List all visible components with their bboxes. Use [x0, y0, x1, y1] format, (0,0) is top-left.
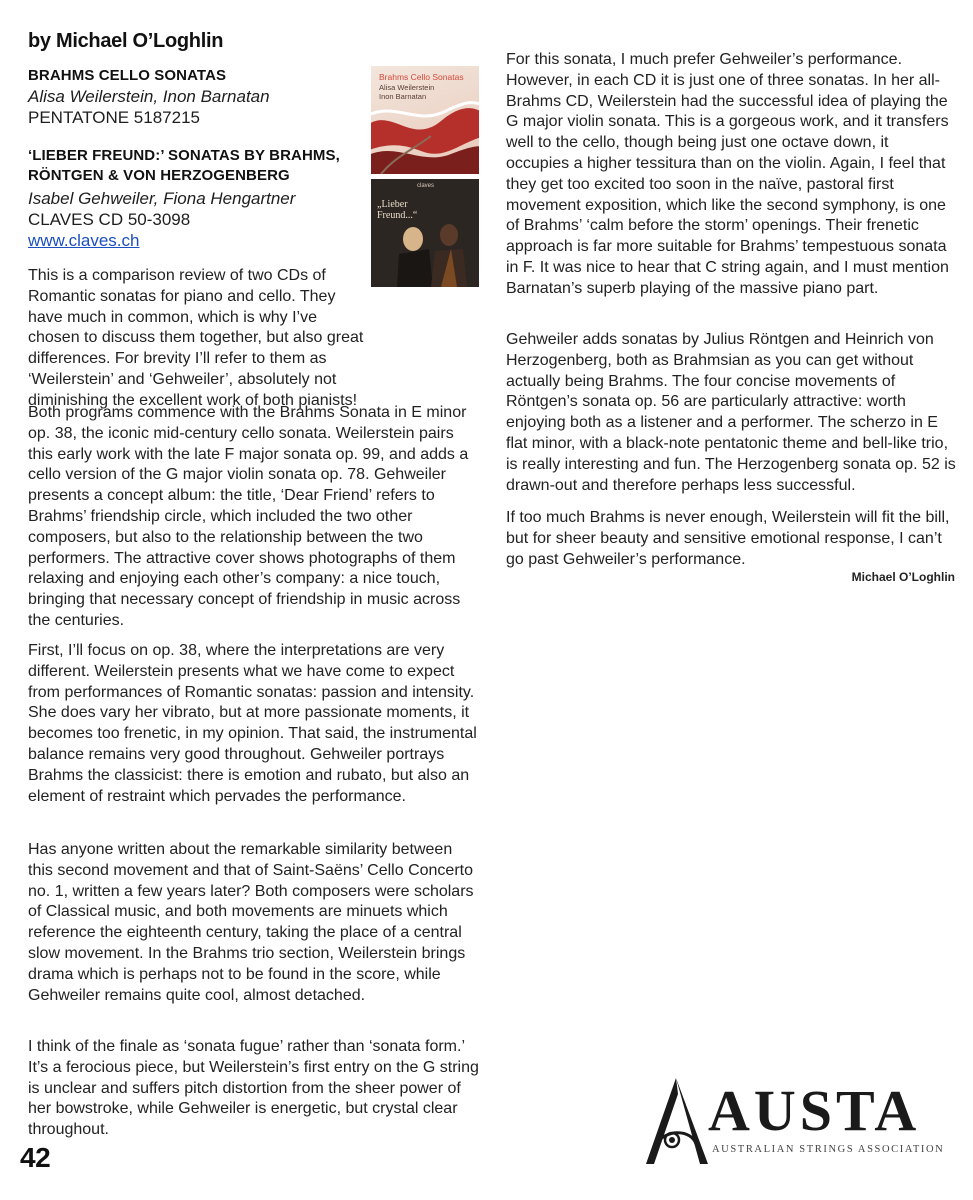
page-number: 42 [20, 1142, 51, 1173]
review-label: PENTATONE 5187215 [28, 108, 200, 127]
logo-tagline: AUSTRALIAN STRINGS ASSOCIATION [712, 1144, 945, 1155]
logo-brand: AUSTA [708, 1078, 921, 1143]
byline: by Michael O’Loghlin [28, 30, 224, 52]
review-artists: Alisa Weilerstein, Inon Barnatan [28, 87, 270, 106]
cover1-artists [379, 83, 434, 101]
review-title: BRAHMS CELLO SONATAS [28, 67, 227, 84]
author-signoff: Michael O’Loghlin [851, 570, 955, 584]
claves-website-link[interactable]: www.claves.ch [28, 231, 140, 250]
body-paragraph: First, I’ll focus on op. 38, where the interpretations are very different. Weilerstein presents what we have come to expect from performances of Romantic sonatas: passion and intensity. She does vary her vibrato, but at more passionate moments, it becomes too frenetic, in my opinion. That said, the instrumental balance remains very good throughout. Gehweiler portrays Brahms the classicist: there is emotion and rubato, but also an element of restraint which pervades the performance. [28, 642, 477, 805]
body-paragraph: I think of the finale as ‘sonata fugue’ rather than ‘sonata form.’ It’s a ferocious piece, but Weilerstein’s first entry on the G string is unclear and suffers pitch distortion from the sheer power of her bowstroke, while Gehweiler is energetic, but crystal clear throughout. [28, 1038, 479, 1139]
body-paragraph: This is a comparison review of two CDs of Romantic sonatas for piano and cello. They have much in common, which is why I’ve chosen to discuss them together, but also great differences. For brevity I’ll refer to them as ‘Weilerstein’ and ‘Gehweiler’, absolutely not diminishing the excellent work of both pianists! [28, 267, 364, 409]
cover1-title: Brahms Cello Sonatas [379, 72, 464, 82]
body-paragraph: For this sonata, I much prefer Gehweiler’s performance. However, in each CD it is just one of three sonatas. In her all-Brahms CD, Weilerstein had the successful idea of playing the G major violin sonata. This is a gorgeous work, and it transfers well to the cello, though being just one octave down, it occupies a higher tessitura than on the violin. Again, I feel that they get too excited too soon in the naïve, pastoral first movement exposition, which like the second symphony, is one of Brahms’ ‘calm before the storm’ openings. Their frenetic approach is far more suitable for Brahms’ tempestuous sonata in F. It was nice to hear that C string again, and I must mention Barnatan’s superb playing of the massive piano part. [506, 51, 949, 297]
body-paragraph: Both programs commence with the Brahms Sonata in E minor op. 38, the iconic mid-century cello sonata. Weilerstein pairs this early work with the late F major sonata op. 99, and adds a cello version of the G major violin sonata op. 78. Gehweiler presents a concept album: the title, ‘Dear Friend’ refers to Brahms’ friendship circle, which included the two other composers, but also to the relationship between the two performers. The attractive cover shows photographs of them relaxing and enjoying each other’s company: a nice touch, bringing that necessary concept of friendship in music across the centuries. [28, 404, 469, 629]
album-cover-gehweiler [371, 179, 479, 287]
cover2-title [377, 199, 417, 221]
review-title-line-2: RÖNTGEN & VON HERZOGENBERG [28, 167, 290, 184]
body-paragraph: If too much Brahms is never enough, Weilerstein will fit the bill, but for sheer beauty and sensitive emotional response, I can’t go past Gehweiler’s performance. [506, 509, 950, 568]
album-cover-weilerstein [371, 66, 479, 174]
body-paragraph: Has anyone written about the remarkable similarity between this second movement and that of Saint-Saëns’ Cello Concerto no. 1, written a few years later? Both composers were scholars of Classical music, and both movements are minuets which reference the eighteenth century, taking the place of a central slow movement. In the Brahms trio section, Weilerstein brings drama which is perhaps not to be found in the score, while Gehweiler remains quite cool, almost detached. [28, 841, 474, 1004]
cover2-title-line-1: „Lieber [377, 199, 408, 210]
cover1-artist-1: Alisa Weilerstein [379, 83, 435, 92]
cover-photo-art [371, 179, 479, 287]
review-artists: Isabel Gehweiler, Fiona Hengartner [28, 189, 296, 208]
review-title-line-1: ‘LIEBER FREUND:’ SONATAS BY BRAHMS, [28, 147, 340, 164]
body-paragraph: Gehweiler adds sonatas by Julius Röntgen and Heinrich von Herzogenberg, both as Brahmsian as you can get without actually being Brahms. The four concise movements of Röntgen’s sonata op. 56 are particularly attractive: worth enjoying both as a listener and a performer. The scherzo in E flat minor, with a black-note pentatonic theme and bell-like trio, is really interesting and fun. The Herzogenberg sonata op. 52 is drawn-out and therefore perhaps less successful. [506, 331, 956, 494]
austa-logo [636, 1074, 945, 1168]
cover1-artist-2: Inon Barnatan [379, 92, 427, 101]
review-label: CLAVES CD 50-3098 [28, 210, 191, 229]
cover2-label: claves [417, 183, 435, 189]
review-header-2 [28, 146, 368, 251]
cover2-title-line-2: Freund...“ [377, 210, 418, 221]
violin-scroll-icon [636, 1074, 716, 1168]
review-header-1 [28, 66, 358, 128]
